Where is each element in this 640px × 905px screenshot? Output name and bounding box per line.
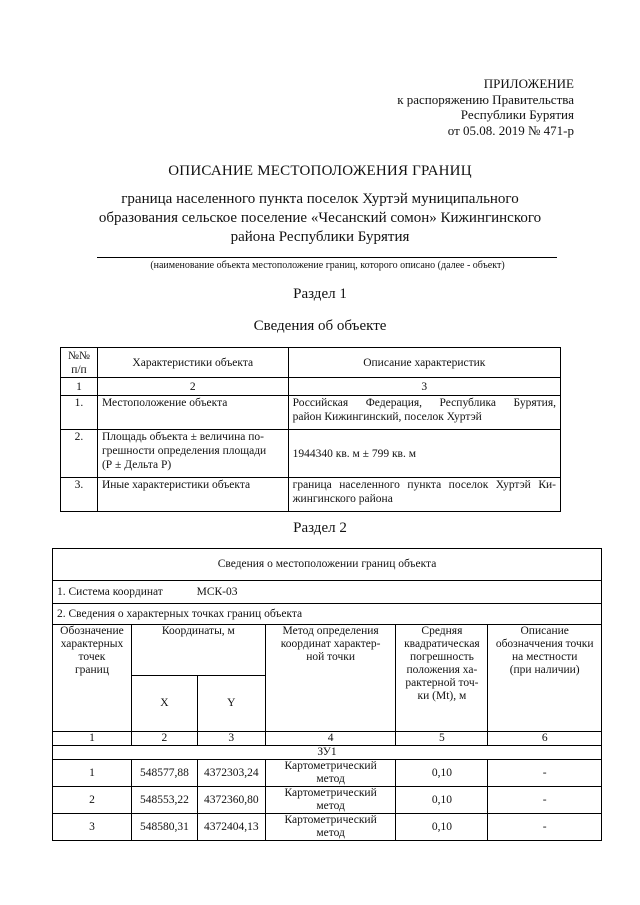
point-error: 0,10 [396, 787, 488, 814]
point-error: 0,10 [396, 760, 488, 787]
point-y: 4372404,13 [197, 814, 265, 841]
method-line: метод [316, 800, 345, 812]
index-cell: 1 [61, 378, 98, 396]
point-description: - [488, 814, 602, 841]
row-characteristic-line: грешности определения площади [101, 445, 267, 457]
object-name-line: района Республики Бурятия [230, 229, 410, 245]
point-number: 2 [53, 787, 132, 814]
header-line: обозначчения точки [495, 638, 594, 650]
header-line: ной точки [306, 651, 356, 663]
row-description [288, 478, 560, 512]
object-info-table [60, 347, 561, 512]
row-characteristic-line: Площадь объекта ± величина по- [101, 431, 264, 443]
header-line: ки (Mt), м [417, 690, 467, 702]
method-line: метод [316, 827, 345, 839]
point-number: 3 [53, 814, 132, 841]
underline-caption: (наименование объекта местоположение границ, которого описано (далее - объект) [150, 260, 505, 271]
section1-subheading: Сведения об объекте [253, 318, 387, 334]
header-line: координат характер- [280, 638, 381, 650]
appendix-title: ПРИЛОЖЕНИЕ [483, 76, 574, 91]
header-x: X [131, 676, 197, 732]
point-method [265, 760, 396, 787]
row-number: 3. [61, 478, 98, 512]
method-line: Картометрический [284, 814, 377, 826]
coordinate-system-row [53, 581, 602, 604]
header-number-line: №№ [67, 349, 90, 362]
header-method [265, 625, 396, 732]
section2-heading: Раздел 2 [293, 520, 347, 536]
row-description [288, 396, 560, 430]
boundary-table-title: Сведения о местоположении границ объекта [53, 549, 602, 581]
header-line: характерных [60, 638, 124, 650]
row-description-line: Российская Федерация, Республика Бурятия, [292, 397, 556, 409]
header-line: границ [74, 664, 109, 676]
method-line: метод [316, 773, 345, 785]
header-point-description [488, 625, 602, 732]
point-y: 4372303,24 [197, 760, 265, 787]
appendix-line: к распоряжению Правительства [397, 91, 574, 107]
appendix-block [397, 76, 574, 138]
row-characteristic: Иные характеристики объекта [97, 478, 288, 512]
appendix-date: от 05.08. 2019 № 471-р [447, 122, 574, 138]
index-cell: 5 [396, 732, 488, 746]
appendix-line: Республики Бурятия [460, 107, 574, 122]
header-line: (при наличии) [509, 664, 580, 676]
row-number: 1. [61, 396, 98, 430]
row-characteristic-line: (Р ± Дельта Р) [101, 459, 172, 471]
point-method [265, 814, 396, 841]
index-cell: 4 [265, 732, 396, 746]
header-line: квадратическая [404, 638, 480, 650]
row-description-line: жингинского района [292, 493, 393, 505]
object-name [70, 190, 570, 247]
index-cell: 3 [197, 732, 265, 746]
header-line: рактерной точ- [405, 677, 479, 689]
header-description: Описание характеристик [288, 348, 560, 378]
method-line: Картометрический [284, 760, 377, 772]
point-y: 4372360,80 [197, 787, 265, 814]
object-name-line: граница населенного пункта поселок Хуртэй муниципального [121, 191, 519, 207]
point-x: 548577,88 [131, 760, 197, 787]
object-name-line: образования сельское поселение «Чесанский сомон» Кижингинского [98, 210, 542, 226]
document-title: ОПИСАНИЕ МЕСТОПОЛОЖЕНИЯ ГРАНИЦ [168, 163, 472, 179]
point-x: 548580,31 [131, 814, 197, 841]
group-row: ЗУ1 [53, 746, 602, 760]
boundary-table [52, 548, 602, 841]
row-characteristic: Местоположение объекта [97, 396, 288, 430]
index-cell: 6 [488, 732, 602, 746]
point-method [265, 787, 396, 814]
header-number [61, 348, 98, 378]
index-cell: 2 [97, 378, 288, 396]
index-cell: 3 [288, 378, 560, 396]
index-cell: 2 [131, 732, 197, 746]
header-line: погрешность [409, 651, 474, 663]
section1-heading: Раздел 1 [293, 286, 347, 302]
row-characteristic [97, 430, 288, 478]
index-cell: 1 [53, 732, 132, 746]
row-description-line: район Кижингинский, поселок Хуртэй [292, 411, 482, 423]
header-error [396, 625, 488, 732]
header-designation [53, 625, 132, 732]
header-line: Обозначение [60, 625, 124, 637]
header-coordinates: Координаты, м [131, 625, 265, 676]
point-number: 1 [53, 760, 132, 787]
header-characteristic: Характеристики объекта [97, 348, 288, 378]
header-y: Y [197, 676, 265, 732]
header-line: на местности [511, 651, 578, 663]
header-line: точек [78, 651, 106, 663]
row-number: 2. [61, 430, 98, 478]
underline [97, 257, 557, 258]
point-error: 0,10 [396, 814, 488, 841]
coordinate-system-label: 1. Система координат [57, 585, 163, 598]
point-x: 548553,22 [131, 787, 197, 814]
header-line: положения ха- [406, 664, 478, 676]
header-line: Средняя [421, 625, 463, 637]
row-description-line: граница населенного пункта поселок Хуртэй Ки- [292, 479, 556, 491]
row-description: 1944340 кв. м ± 799 кв. м [288, 430, 560, 478]
points-label-row: 2. Сведения о характерных точках границ объекта [53, 604, 602, 625]
point-description: - [488, 787, 602, 814]
header-number-line: п/п [71, 363, 87, 376]
method-line: Картометрический [284, 787, 377, 799]
point-description: - [488, 760, 602, 787]
header-line: Метод определения [282, 625, 379, 637]
header-line: Описание [520, 625, 569, 637]
coordinate-system-value: МСК-03 [196, 585, 238, 598]
